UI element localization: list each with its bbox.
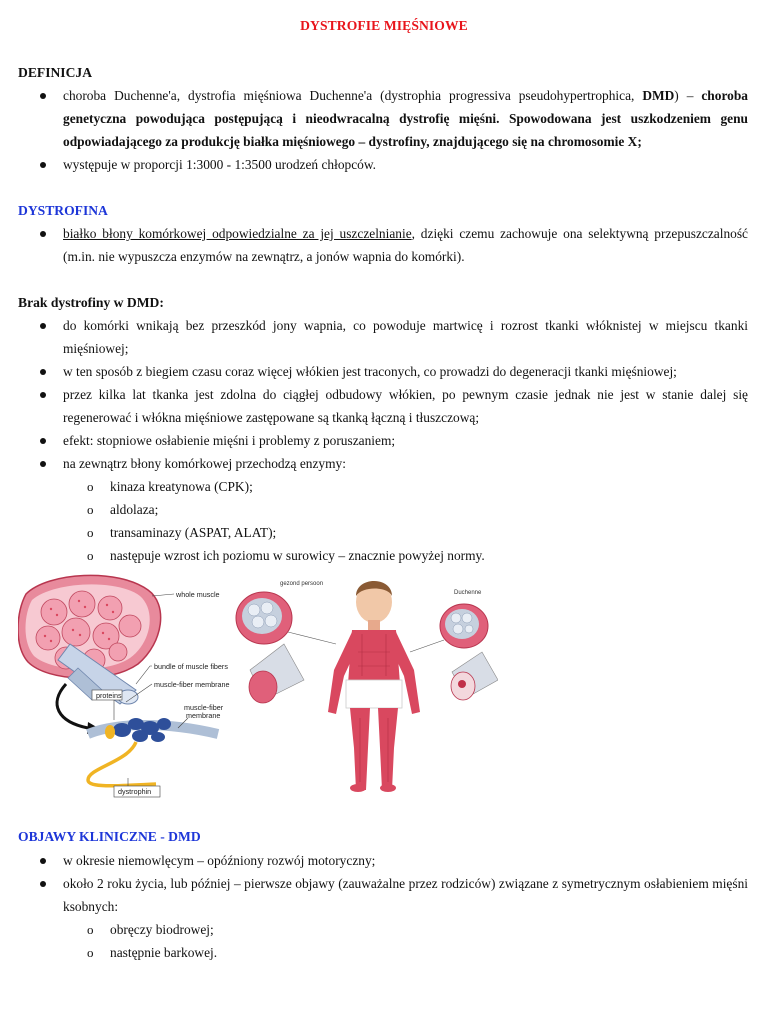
- text-run: , dzięki czemu zachowuje ona selektywną przepuszczalność (m.in. nie wypuszcza enzymów na zewnątrz, a jonów wapnia do komórki).: [63, 226, 748, 264]
- section-heading-objawy: OBJAWY KLINICZNE - DMD: [18, 829, 201, 844]
- bold-text: DMD: [642, 88, 675, 103]
- definicja-list: [0, 84, 768, 176]
- section-heading-dystrofina: DYSTROFINA: [18, 203, 108, 218]
- muscle-dystrophy-illustration: [18, 572, 498, 802]
- section-heading-definicja: DEFINICJA: [18, 65, 93, 80]
- list-item: przez kilka lat tkanka jest zdolna do ciągłej odbudowy włókien, po pewnym czasie jednak nie jest w stanie dalej się regenerować i włókna mięśniowe zastępowane są tkanką łączną i tłuszczową;: [0, 383, 748, 429]
- text-run: ) –: [674, 88, 702, 103]
- list-item: [0, 872, 748, 964]
- label-membrane-2a: muscle-fiber: [184, 703, 224, 712]
- text-run: na zewnątrz błony komórkowej przechodzą enzymy:: [63, 456, 346, 471]
- sub-list-item: o aldolaza;: [63, 498, 748, 521]
- label-whole-muscle: whole muscle: [176, 590, 220, 599]
- objawy-list: [0, 849, 768, 964]
- list-item: [0, 222, 748, 268]
- list-item: do komórki wnikają bez przeszkód jony wapnia, co powoduje martwicę i rozrost tkanki włóknistej w miejscu tkanki mięśniowej;: [0, 314, 748, 360]
- list-item: w okresie niemowlęcym – opóźniony rozwój motoryczny;: [0, 849, 748, 872]
- page-title: DYSTROFIE MIĘŚNIOWE: [300, 18, 468, 33]
- muscle-cross-section: [18, 575, 230, 797]
- label-bundle: bundle of muscle fibers: [154, 662, 228, 671]
- underlined-text: białko błony komórkowej odpowiedzialne za jej uszczelnianie: [63, 226, 412, 241]
- enzyme-sublist: [63, 475, 748, 567]
- child-figure: [328, 581, 420, 792]
- dystrofina-list: [0, 222, 768, 268]
- label-duchenne: Duchenne: [454, 590, 482, 596]
- sub-list-item: o obręczy biodrowej;: [63, 918, 748, 941]
- list-item: występuje w proporcji 1:3000 - 1:3500 urodzeń chłopców.: [0, 153, 748, 176]
- objawy-sublist: [63, 918, 748, 964]
- label-proteins: proteins: [96, 691, 122, 700]
- sub-list-item: o następnie barkowej.: [63, 941, 748, 964]
- list-item: w ten sposób z biegiem czasu coraz więcej włókien jest traconych, co prowadzi do degeneracji tkanki mięśniowej;: [0, 360, 748, 383]
- section-heading-brak: Brak dystrofiny w DMD:: [18, 295, 164, 310]
- healthy-muscle-inset: [236, 581, 336, 703]
- label-healthy: gezond persoon: [280, 581, 324, 587]
- text-run: około 2 roku życia, lub później – pierwsze objawy (zauważalne przez rodziców) związane z symetrycznym osłabieniem mięśni ksobnych:: [63, 876, 748, 914]
- list-item: efekt: stopniowe osłabienie mięśni i problemy z poruszaniem;: [0, 429, 748, 452]
- list-item: [0, 84, 748, 153]
- text-run: choroba Duchenne'a, dystrofia mięśniowa Duchenne'a (dystrophia progressiva pseudohypertrophica,: [63, 88, 643, 103]
- sub-list-item: o transaminazy (ASPAT, ALAT);: [63, 521, 748, 544]
- label-dystrophin: dystrophin: [118, 787, 152, 796]
- list-item: [0, 452, 748, 567]
- sub-list-item: o kinaza kreatynowa (CPK);: [63, 475, 748, 498]
- sub-list-item: o następuje wzrost ich poziomu w surowicy – znacznie powyżej normy.: [63, 544, 748, 567]
- label-membrane: muscle-fiber membrane: [154, 680, 230, 689]
- brak-list: [0, 314, 768, 567]
- label-membrane-2b: membrane: [186, 711, 221, 720]
- duchenne-muscle-inset: [410, 590, 498, 700]
- bold-text: choroba genetyczna powodująca postępującą i nieodwracalną dystrofię mięśni. Spowodowana jest uszkodzeniem genu odpowiadającego za produkcję białka mięśniowego – dystrofiny, znajdującego się na chromosomie X;: [63, 88, 748, 149]
